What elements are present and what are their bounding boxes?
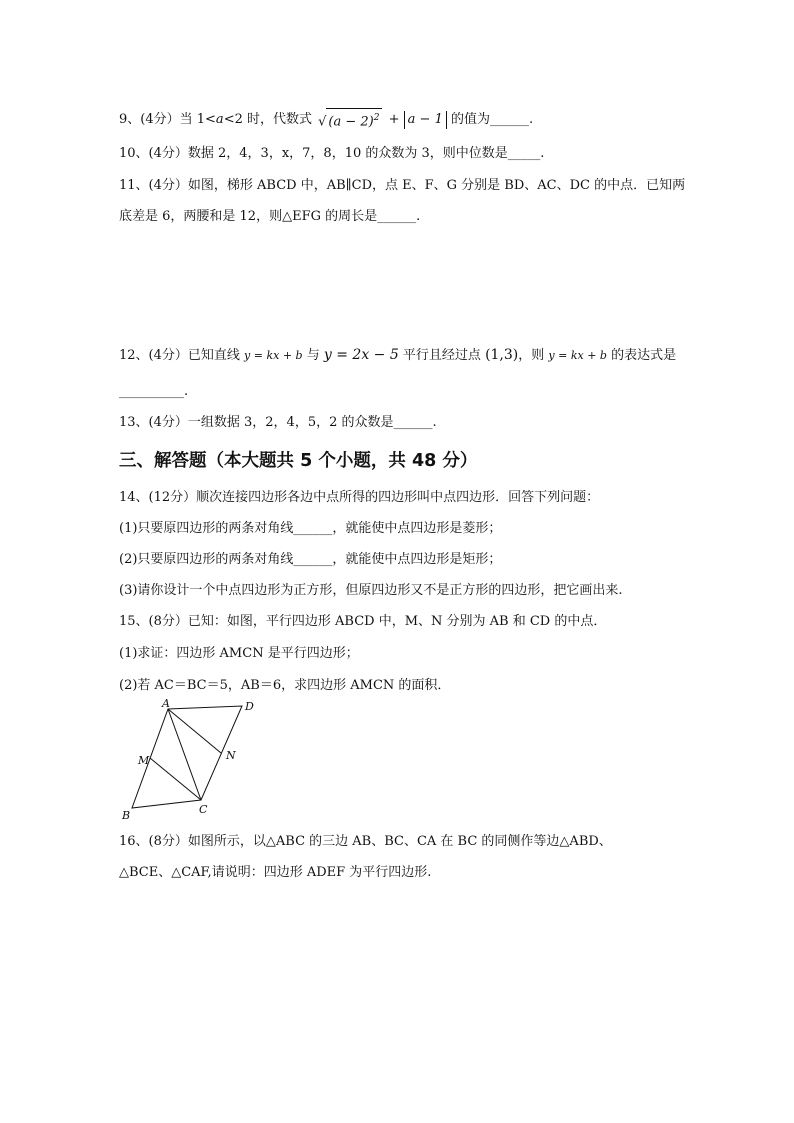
q12-mid2: 平行且经过点 bbox=[402, 348, 481, 363]
q14-line3b: ，就能使中点四边形是矩形； bbox=[332, 552, 502, 567]
q9-end: . bbox=[529, 112, 534, 128]
label-c: C bbox=[199, 803, 208, 816]
q12-eq3: y = kx + b bbox=[548, 349, 607, 362]
abs-expression: a − 1 bbox=[404, 111, 447, 129]
q12-mid3: ，则 bbox=[518, 348, 545, 363]
question-16-line2 bbox=[119, 864, 431, 882]
question-16-line1 bbox=[119, 833, 612, 851]
q12-prefix: 12、(4分）已知直线 bbox=[119, 348, 240, 363]
q14-blank2: ______ bbox=[293, 552, 333, 567]
q9-mid: <2 时，代数式 bbox=[223, 112, 312, 128]
q10-end: . bbox=[540, 146, 545, 161]
q11-blank: ______ bbox=[377, 209, 417, 224]
q13-text: 13、(4分）一组数据 3，2，4，5，2 的众数是 bbox=[119, 415, 394, 430]
label-n: N bbox=[226, 749, 236, 762]
question-10 bbox=[119, 145, 544, 163]
q11-line2: 底差是 6，两腰和是 12，则△EFG 的周长是 bbox=[119, 209, 378, 224]
q14-line1: 14、(12分）顺次连接四边形各边中点所得的四边形叫中点四边形．回答下列问题： bbox=[119, 490, 600, 505]
q12-blank: __________ bbox=[119, 384, 184, 399]
q13-blank: ______ bbox=[393, 415, 433, 430]
q12-eq1: y = kx + b bbox=[244, 349, 303, 362]
q9-prefix: 9、(4分）当 1< bbox=[119, 112, 216, 128]
q10-blank: _____ bbox=[507, 146, 541, 161]
q9-blank: ______ bbox=[490, 112, 530, 128]
q12-end: . bbox=[184, 384, 189, 399]
question-9 bbox=[119, 108, 533, 131]
label-m: M bbox=[138, 754, 150, 767]
q15-line3: (2)若 AC＝BC＝5，AB＝6，求四边形 AMCN 的面积． bbox=[119, 678, 451, 693]
question-15-line1 bbox=[119, 613, 606, 631]
question-12-answer-line bbox=[119, 383, 188, 401]
q12-mid1: 与 bbox=[306, 348, 320, 363]
q16-line1: 16、(8分）如图所示，以△ABC 的三边 AB、BC、CA 在 BC 的同侧作等边△ABD、 bbox=[119, 834, 612, 849]
q16-line2: △BCE、△CAF,请说明：四边形 ADEF 为平行四边形. bbox=[119, 865, 432, 880]
q9-var-a: a bbox=[215, 112, 224, 128]
q14-blank1: ______ bbox=[293, 521, 333, 536]
q14-line3a: (2)只要原四边形的两条对角线 bbox=[119, 552, 294, 567]
q13-end: . bbox=[432, 415, 437, 430]
q14-line2a: (1)只要原四边形的两条对角线 bbox=[119, 521, 294, 536]
q11-end: . bbox=[416, 209, 421, 224]
q14-line4: (3)请你设计一个中点四边形为正方形，但原四边形又不是正方形的四边形，把它画出来. bbox=[119, 583, 623, 598]
q12-point: (1,3) bbox=[485, 347, 519, 363]
sqrt-exponent: 2 bbox=[373, 113, 380, 123]
q15-line2: (1)求证：四边形 AMCN 是平行四边形； bbox=[119, 646, 359, 661]
q12-eq2: y = 2x − 5 bbox=[323, 347, 399, 363]
label-b: B bbox=[122, 809, 131, 822]
parallelogram-figure bbox=[118, 698, 278, 823]
q12-suffix: 的表达式是 bbox=[611, 348, 677, 363]
question-12 bbox=[119, 346, 676, 365]
question-11-line2 bbox=[119, 208, 420, 226]
q9-suffix: 的值为 bbox=[451, 112, 491, 128]
question-13 bbox=[119, 414, 437, 432]
question-15-part2 bbox=[119, 677, 450, 695]
label-a: A bbox=[162, 698, 170, 710]
question-11-line1 bbox=[119, 177, 685, 195]
q9-plus: + bbox=[388, 112, 400, 128]
q14-line2b: ，就能使中点四边形是菱形； bbox=[332, 521, 502, 536]
sqrt-inner: (a − 2) bbox=[328, 114, 374, 130]
question-14-part1 bbox=[119, 520, 501, 538]
question-15-part1 bbox=[119, 645, 359, 663]
q15-line1: 15、(8分）已知：如图，平行四边形 ABCD 中，M、N 分别为 AB 和 CD 的中点． bbox=[119, 614, 607, 629]
section-3-title: 三、解答题（本大题共 5 个小题，共 48 分） bbox=[119, 451, 478, 471]
q11-line1: 11、(4分）如图，梯形 ABCD 中，AB∥CD，点 E、F、G 分别是 BD、AC、DC 的中点．已知两 bbox=[119, 178, 686, 193]
question-14-part3 bbox=[119, 582, 623, 600]
label-d: D bbox=[245, 700, 254, 713]
question-14-line1 bbox=[119, 489, 599, 507]
q10-text: 10、(4分）数据 2，4，3，x，7，8，10 的众数为 3，则中位数是 bbox=[119, 146, 508, 161]
question-14-part2 bbox=[119, 551, 501, 569]
sqrt-expression: √ $(a - 2)^2$ bbox=[318, 108, 382, 131]
